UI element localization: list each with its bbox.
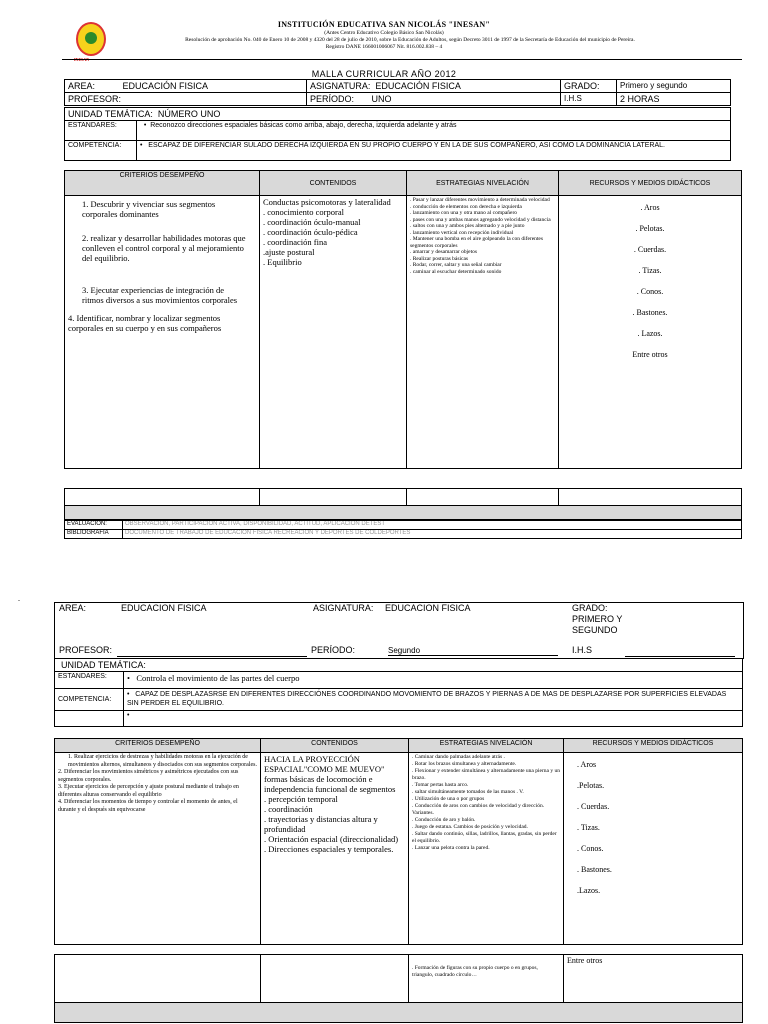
bibliografia-label: BIBLIOGRAFIA <box>65 530 123 539</box>
grado2-label: GRADO: <box>572 603 608 613</box>
section1-title: MALLA CURRICULAR AÑO 2012 <box>311 69 457 79</box>
evaluacion-value: OBSERVACION, PARTICIPACION ACTIVA, DISPONIBILIDAD, ACTITUD, APLICACION DETEST <box>123 521 742 530</box>
list-item: Conductas psicomotoras y lateralidad <box>263 197 391 207</box>
list-item: . Tizas. <box>638 266 662 275</box>
contenidos2-cell <box>261 753 409 945</box>
area2-label: AREA: <box>59 603 87 613</box>
list-item: HACIA LA PROYECCIÓN ESPACIAL"COMO ME MUEVO" <box>264 754 385 774</box>
estrategias2-extra: . Formación de figuras con su propio cuerpo o en grupos, triangulo, cuadrado circulo… <box>409 955 564 1003</box>
list-item: formas básicas de locomoción e independencia funcional de segmentos <box>264 774 396 794</box>
list-item: . Equilibrio <box>263 257 302 267</box>
estandares2-value: • Controla el movimiento de las partes del cuerpo <box>124 672 743 689</box>
contenidos-cell <box>260 196 407 469</box>
section1-main-table <box>64 170 742 469</box>
profesor-line <box>117 656 307 657</box>
list-item: . coordinación fina <box>263 237 327 247</box>
estandares-label: ESTANDARES: <box>65 121 137 141</box>
list-item: . Conos. <box>636 287 664 296</box>
competencia-label: COMPETENCIA: <box>65 141 137 161</box>
list-item: . Conducción de aro y balón. <box>412 817 476 823</box>
evaluacion-label: EVALUACION: <box>65 521 123 530</box>
list-item: . coordinación óculo-pédica <box>263 227 358 237</box>
section2-main-table <box>54 738 743 945</box>
estandares-value: • Reconozco direcciones espaciales básicas como arriba, abajo, derecha, izquierda adelante y atrás <box>137 121 731 141</box>
area2-value: EDUCACION FISICA <box>121 603 207 613</box>
recursos2-cell <box>564 753 743 945</box>
list-item: . amarrar y desamarrar objetos <box>410 249 478 255</box>
list-item: . Lazos. <box>637 329 663 338</box>
list-item: . Bastones. <box>577 865 612 874</box>
list-item: 4. Identificar, nombrar y localizar segmentos corporales en su cuerpo y en sus compañeros <box>68 313 222 333</box>
list-item: . lanzamiento con una y otra mano al compañero <box>410 210 518 216</box>
list-item: 2. realizar y desarrollar habilidades motoras que conlleven el control corporal y al mejoramiento del equilibrio. <box>82 233 246 263</box>
list-item: . pases con una y ambas manos agregando velocidad y distancia <box>410 216 551 223</box>
institution-name: INSTITUCIÓN EDUCATIVA SAN NICOLÁS "INESAN" <box>277 20 491 29</box>
periodo2-label: PERÍODO: <box>311 645 356 655</box>
col2-estrategias: ESTRATEGIAS NIVELACIÓN <box>409 739 564 753</box>
ihs-line <box>625 656 735 657</box>
list-item: . conducción de elementos con derecha e izquierda <box>410 203 522 210</box>
list-item: . conocimiento corporal <box>263 207 344 217</box>
estrategias2-cell <box>409 753 564 945</box>
list-item: . Caminar dando palmadas adelante atrás . <box>412 754 505 760</box>
registry-text: Registro DANE 166001006067 Nit. 816.002.838 – 4 <box>325 44 443 50</box>
ihs2-label: I.H.S <box>572 645 593 655</box>
criterios2-cell <box>55 753 261 945</box>
list-item: . Mantener una bomba en el aire golpeando la con diferentes segmentos corporales <box>410 236 544 249</box>
list-item: 3. Ejecutar ejercicios de percepción y ajuste postural mediante el trabajo en diferentes alturas conservando el equilibrio <box>58 784 239 798</box>
unidad2-label: UNIDAD TEMÁTICA: <box>55 659 743 672</box>
col-criterios: CRITERIOS DESEMPEÑO <box>65 171 260 196</box>
competencia2-value: • CAPAZ DE DESPLAZASRSE EN DIFERENTES DIRECCIÓNES COORDINANDO MOVOMIENTO DE BRAZOS Y PIERNAS A DE MAS DE DESPLAZARSE POR SUPERFICIES ELEVADAS SIN PERDER EL EQUILIBRIO. <box>124 689 743 711</box>
grado2-value: PRIMERO Y SEGUNDO <box>572 614 623 635</box>
recursos-cell <box>559 196 742 469</box>
empty-bullet: • <box>124 711 743 727</box>
list-item: . Conducción de aros con cambios de velocidad y dirección. Variantes. <box>412 803 545 816</box>
list-item: . coordinación óculo-manual <box>263 217 361 227</box>
list-item: Entre otros <box>632 350 668 359</box>
section1-unidad-table <box>64 107 731 161</box>
list-item: . caminar al escuchar determinado sonido <box>410 268 502 275</box>
list-item: . Cuerdas. <box>577 802 610 811</box>
list-item: 3. Ejecutar experiencias de integración de ritmos diversos a sus movimientos corporales <box>82 285 238 305</box>
header-divider <box>62 59 742 60</box>
col2-contenidos: CONTENIDOS <box>261 739 409 753</box>
list-item: . Tizas. <box>577 823 600 832</box>
section1-empty-table <box>64 488 742 520</box>
list-item: . Cuerdas. <box>633 245 667 254</box>
list-item: . Juego de estatua. Cambios de posición y velocidad. <box>412 824 528 830</box>
list-item: . Conos. <box>577 844 604 853</box>
periodo-cell: PERÍODO: UNO <box>307 93 561 106</box>
grado-label: GRADO: <box>561 80 617 93</box>
asignatura2-label: ASIGNATURA: <box>313 603 374 613</box>
asignatura2-value: EDUCACION FISICA <box>385 603 471 613</box>
logo-caption: INESAN <box>74 57 90 62</box>
list-item: . Orientación espacial (direccionalidad) <box>264 834 399 844</box>
section1-eval-table <box>64 520 742 539</box>
list-item: . Direcciones espaciales y temporales. <box>264 844 394 854</box>
col-contenidos: CONTENIDOS <box>260 171 407 196</box>
former-name: (Antes Centro Educativo Colegio Básico San Nicolás) <box>324 30 444 36</box>
estandares2-label: ESTANDARES: <box>55 672 124 689</box>
list-item: . saltar simultáneamente tomados de las manos . V. <box>412 789 524 795</box>
list-item: 1. Realizar ejercicios de destrezas y habilidades motoras en la ejecución de movimientos alternos, simultaneos y disociados con sus segmentos corporales. <box>68 754 257 768</box>
section2-unidad-table <box>54 658 743 727</box>
list-item: . Aros <box>577 760 597 769</box>
bibliografia-value: DOCUMENTO DE TRABAJO DE EDUCACION FISICA RECREACION Y DEPORTES DE COLDEPORTES <box>123 530 742 539</box>
periodo2-value: Segundo <box>388 646 558 656</box>
list-item: 2. Diferenciar los movimientos simétricos y asimétricos ejecutados con sus segmentos corporales. <box>58 769 239 783</box>
estrategias-cell <box>407 196 559 469</box>
list-item: . Lanzar una pelota contra la pared. <box>412 845 490 851</box>
list-item: . Pelotas. <box>635 224 665 233</box>
unidad-cell: UNIDAD TEMÁTICA: NÚMERO UNO <box>65 108 731 121</box>
page-marker: - <box>18 598 20 604</box>
list-item: . Pasar y lanzar diferentes movimiento a determinada velocidad <box>410 197 550 203</box>
competencia2-label: COMPETENCIA: <box>55 689 124 711</box>
resolution-text: Resolución de aprobación No. 040 de Enero 10 de 2008 y 4320 del 28 de julio de 2010, sobre la Educación de Adultos, según Decreto 3011 de 1997 de la Secretaría de Educación del municipio de Pereira. <box>185 37 635 43</box>
list-item: . Rotar los brazos simultanea y alternadamente. <box>412 761 517 767</box>
col-estrategias: ESTRATEGIAS NIVELACIÓN <box>407 171 559 196</box>
criterios-cell <box>65 196 260 469</box>
list-item: .Lazos. <box>577 886 601 895</box>
list-item: .Pelotas. <box>577 781 605 790</box>
list-item: . percepción temporal <box>264 794 338 804</box>
list-item: . Saltar dando continúo, sillas, ladrillos, llantas, gradas, sin perder el equilibrio. <box>412 831 557 844</box>
list-item: . saltos con una y ambos pies alternado y a pie junto <box>410 223 525 229</box>
recursos2-extra: Entre otros <box>564 955 743 1003</box>
competencia-value: • ESCAPAZ DE DIFERENCIAR SULADO DERECHA IZQUIERDA EN SU PROPIO CUERPO Y EN LA DE SUS COMPAÑERO, ASI COMO LA DOMINANCIA LATERAL. <box>137 141 731 161</box>
profesor2-label: PROFESOR: <box>59 645 113 655</box>
section1-info-table <box>64 79 731 106</box>
list-item: . Utilización de una o por grupos <box>412 796 485 802</box>
list-item: . Aros <box>640 203 660 212</box>
section2-info-box <box>54 602 744 659</box>
list-item: . Rodar, correr, saltar y una señal cambiar <box>410 262 502 268</box>
col2-criterios: CRITERIOS DESEMPEÑO <box>55 739 261 753</box>
profesor-label: PROFESOR: <box>65 93 307 106</box>
grado-value: Primero y segundo <box>617 80 731 93</box>
list-item: . coordinación <box>264 804 313 814</box>
list-item: . Bastones. <box>632 308 668 317</box>
list-item: 1. Descubrir y vivenciar sus segmentos corporales dominantes <box>82 199 216 219</box>
list-item: .ajuste postural <box>263 247 315 257</box>
list-item: 4. Diferenciar los momentos de tiempo y controlar el momento de antes, el durante y el después sin equivocarse <box>58 799 238 813</box>
col2-recursos: RECURSOS Y MEDIOS DIDÁCTICOS <box>564 739 743 753</box>
list-item: . Realizar posturas básicas <box>410 255 469 262</box>
col-recursos: RECURSOS Y MEDIOS DIDÁCTICOS <box>559 171 742 196</box>
asignatura-cell: ASIGNATURA: EDUCACIÓN FISICA <box>307 80 561 93</box>
area-cell: AREA: EDUCACIÓN FISICA <box>65 80 307 93</box>
list-item: . Flexionar y extender simultánea y alternadamente una pierna y un brazo. <box>412 768 560 781</box>
list-item: . trayectorias y distancias altura y profundidad <box>264 814 378 834</box>
section2-bottom-table <box>54 954 743 1023</box>
ihs-label: I.H.S <box>561 93 617 106</box>
list-item: . Tomar pertas hasta arco. <box>412 782 469 788</box>
list-item: . lanzamiento vertical con recepción individual <box>410 229 514 236</box>
ihs-value: 2 HORAS <box>617 93 731 106</box>
